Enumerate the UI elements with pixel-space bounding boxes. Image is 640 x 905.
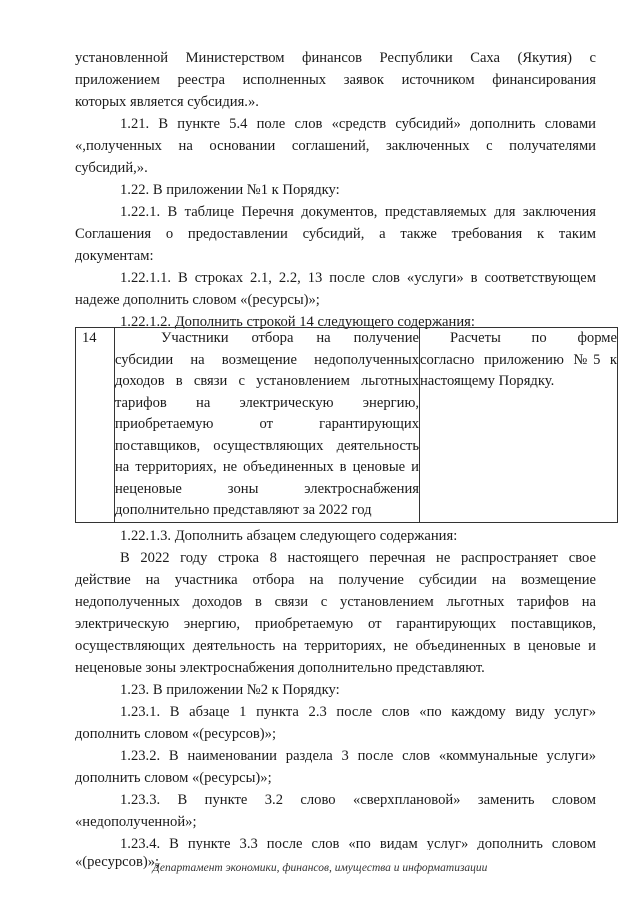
requirement-line: неценовые зоны электроснабжения [115,480,419,497]
body-text-line: документам: [75,248,154,264]
body-text-line: осуществляющих деятельность на территориях, не объединенных в ценовые и [75,638,596,654]
body-text-line: 1.23.1. В абзаце 1 пункта 2.3 после слов «по каждому виду услуг» [120,704,596,720]
body-text-line: 1.21. В пункте 5.4 поле слов «средств субсидий» дополнить словами [120,116,596,132]
body-text-line: 1.22.1.1. В строках 2.1, 2.2, 13 после слов «услуги» в соответствующем [120,270,596,286]
table-row [76,328,618,523]
body-text-line: 1.22.1. В таблице Перечня документов, представляемых для заключения [120,204,596,220]
documents-table [75,327,618,523]
body-text-line: приложением реестра исполненных заявок источником финансирования [75,72,596,88]
requirement-cell [115,328,420,523]
body-text-line: 1.22. В приложении №1 к Порядку: [120,182,340,198]
row-number-cell: 14 [76,328,115,523]
calculation-line: Расчеты по форме [450,330,617,346]
body-text-line: электрическую энергию, приобретаемую от гарантирующих поставщиков, [75,616,596,632]
requirement-line: поставщиков, осуществляющих деятельность [115,437,419,454]
body-text-line: которых является субсидия.». [75,94,259,110]
body-text-line: 1.23.3. В пункте 3.2 слово «сверхплановой» заменить словом [120,792,596,808]
body-text-line: действие на участника отбора на получение субсидии на возмещение [75,572,596,588]
body-text-line: Соглашения о предоставлении субсидий, а также требования к таким [75,226,596,242]
requirement-line: субсидии на возмещение недополученных [115,351,419,368]
calculation-line: настоящему Порядку. [420,373,555,389]
body-text-line: В 2022 году строка 8 настоящего перечная не распространяет свое [120,550,596,566]
body-text-line: надеже дополнить словом «(ресурсы)»; [75,292,320,308]
body-text-line: дополнить словом «(ресурсов)»; [75,726,277,742]
calculation-line: согласно приложению №5 к [420,351,617,368]
body-text-line: «,полученных на основании соглашений, заключенных с получателями [75,138,596,154]
body-text-line: 1.23.4. В пункте 3.3 после слов «по видам услуг» дополнить словом [120,836,596,850]
body-text-line: недополученных доходов в связи с установлением льготных тарифов на [75,594,596,610]
body-text-line: установленной Министерством финансов Республики Саха (Якутия) с [75,50,596,66]
body-text-line: «(ресурсов)»; [75,854,160,870]
page-footer: Департамент экономики, финансов, имущества и информатизации [152,862,488,874]
body-text-line: дополнить словом «(ресурсы)»; [75,770,272,786]
body-text-line: неценовые зоны электроснабжения дополнительно представляют. [75,660,485,676]
calculation-cell [420,328,618,523]
body-text-line: 1.23.2. В наименовании раздела 3 после слов «коммунальные услуги» [120,748,596,764]
body-text-line: 1.23. В приложении №2 к Порядку: [120,682,340,698]
requirement-line: доходов в связи с установлением льготных [115,373,419,389]
body-text-line: «недополученной»; [75,814,197,830]
body-text-line: 1.22.1.3. Дополнить абзацем следующего содержания: [120,528,458,544]
requirement-line: Участники отбора на получение [161,330,419,346]
requirement-line: на территориях, не объединенных в ценовые и [115,459,419,475]
body-text-line: 1.22.1.2. Дополнить строкой 14 следующего содержания: [120,314,475,330]
requirement-line: тарифов на электрическую энергию, [115,394,419,411]
requirement-line: дополнительно представляют за 2022 год [115,502,372,518]
requirement-line: приобретаемую от гарантирующих [115,416,419,432]
body-text-line: субсидий,». [75,160,148,176]
